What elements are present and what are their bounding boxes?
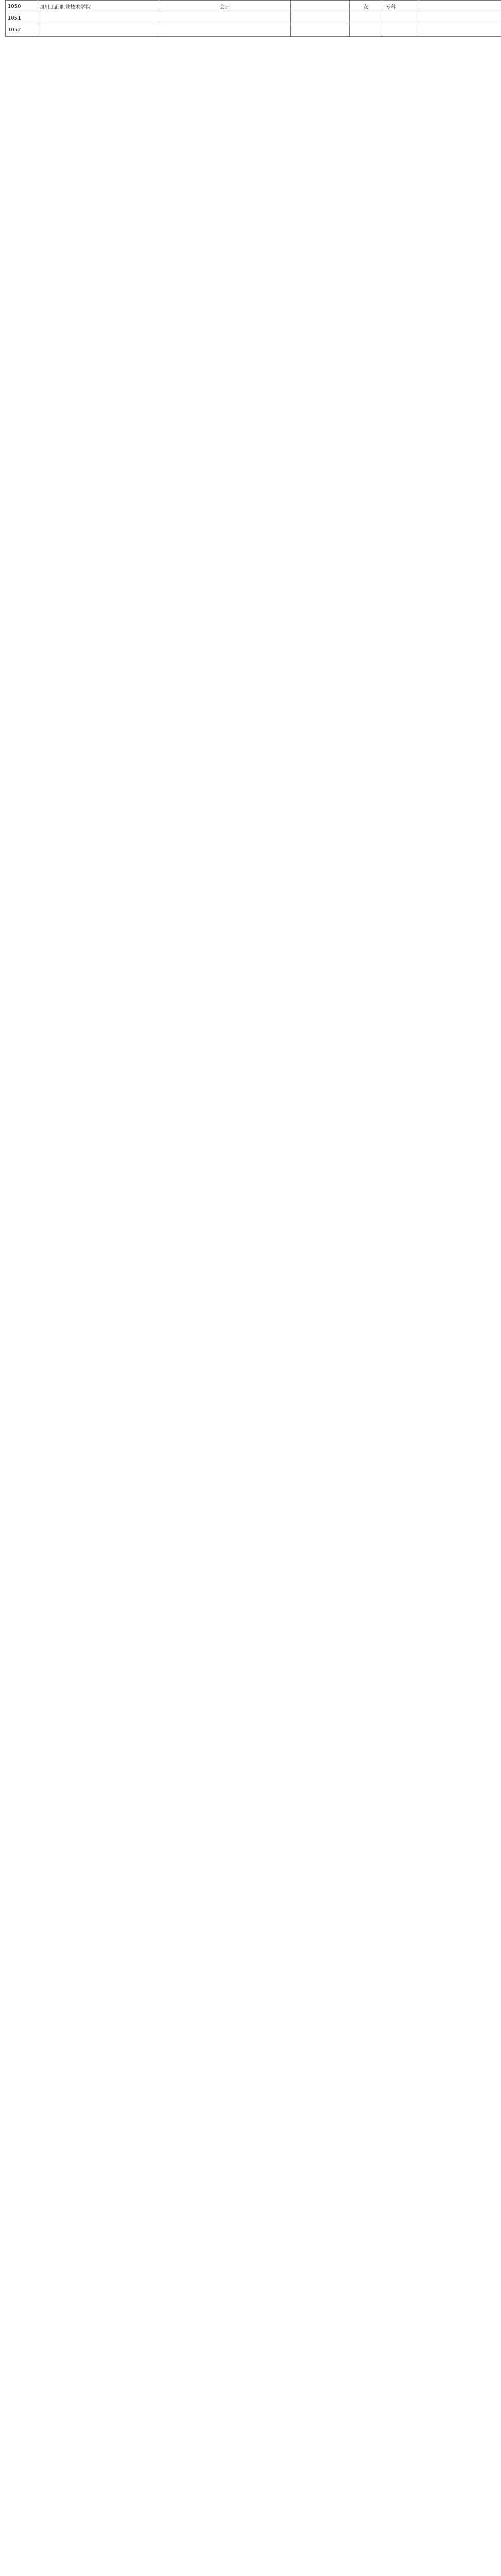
table-cell	[38, 12, 159, 24]
table-cell	[291, 12, 350, 24]
table-cell	[159, 12, 291, 24]
table-cell: 四川工商职业技术学院	[38, 1, 159, 12]
table-cell	[419, 1, 501, 12]
table-cell	[291, 1, 350, 12]
table-cell	[382, 12, 419, 24]
table-cell	[419, 24, 501, 36]
roster-table	[5, 0, 501, 37]
table-cell: 会计	[159, 1, 291, 12]
table-row	[6, 12, 501, 24]
table-cell	[350, 12, 382, 24]
table-cell	[291, 24, 350, 36]
table-cell	[382, 24, 419, 36]
table-cell	[419, 12, 501, 24]
roster-sheet	[5, 0, 485, 37]
table-cell	[159, 24, 291, 36]
table-cell: 女	[350, 1, 382, 12]
table-row	[6, 24, 501, 36]
table-cell: 1051	[6, 12, 38, 24]
table-cell: 1050	[6, 1, 38, 12]
table-cell	[38, 24, 159, 36]
table-cell	[350, 24, 382, 36]
table-cell: 1052	[6, 24, 38, 36]
table-cell: 专科	[382, 1, 419, 12]
table-row	[6, 1, 501, 12]
